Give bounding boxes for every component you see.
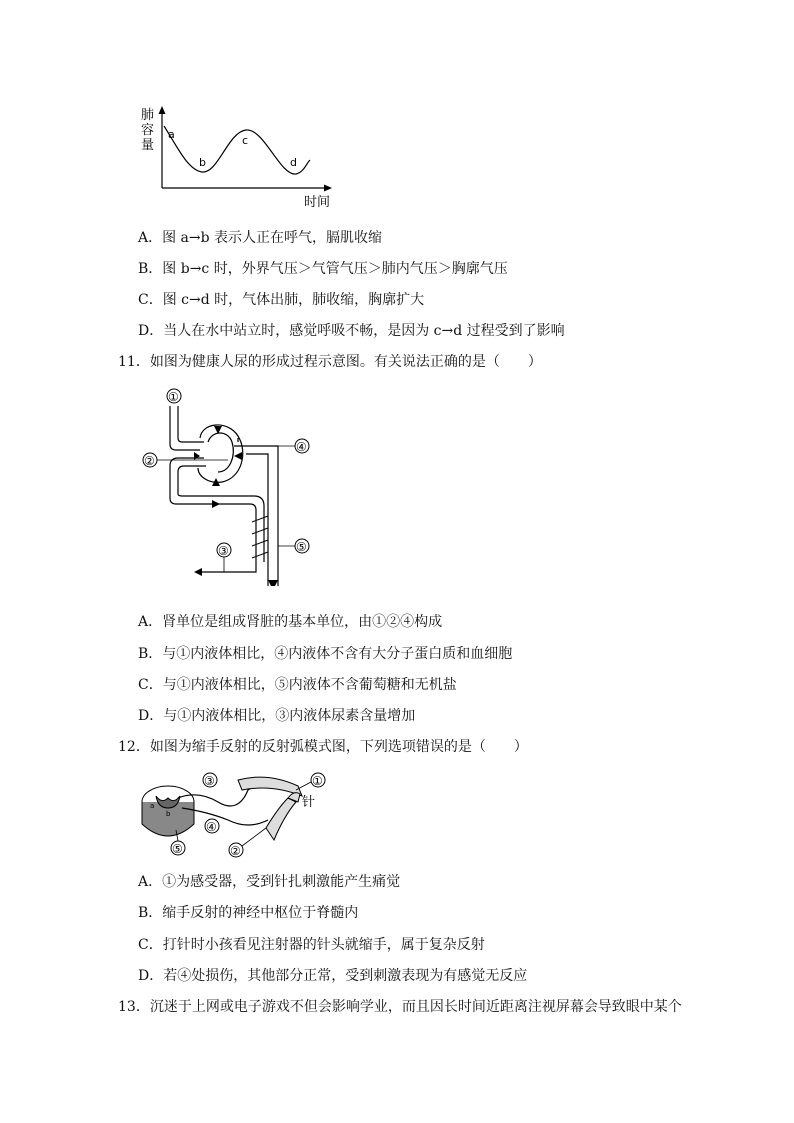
- label-5: ⑤: [172, 842, 183, 856]
- q11-option-b: B．与①内液体相比，④内液体不含有大分子蛋白质和血细胞: [138, 646, 513, 662]
- label-1: ①: [312, 774, 323, 788]
- q12-option-b: B．缩手反射的神经中枢位于脊髓内: [138, 905, 359, 921]
- label-2: ②: [144, 454, 155, 468]
- reabsorption-arrow: [252, 528, 268, 534]
- nephron-diagram: [138, 386, 328, 586]
- spinal-cord-mark-b: b: [166, 810, 171, 818]
- point-c-label: c: [242, 134, 249, 147]
- lung-volume-curve: [164, 126, 310, 174]
- q10-option-d: D．当人在水中站立时，感觉呼吸不畅，是因为 c→d 过程受到了影响: [138, 323, 565, 339]
- q13-stem: 13．沉迷于上网或电子游戏不但会影响学业，而且因长时间近距离注视屏幕会导致眼中某个: [118, 999, 682, 1015]
- label-4: ④: [206, 820, 217, 834]
- q11-stem: 11．如图为健康人尿的形成过程示意图。有关说法正确的是（ ）: [118, 354, 542, 370]
- label-2-leader: [242, 828, 266, 846]
- x-axis-arrow: [324, 185, 332, 192]
- filtration-arrow: [194, 452, 200, 460]
- q12-option-c: C．打针时小孩看见注射器的针头就缩手，属于复杂反射: [138, 937, 485, 953]
- x-axis-label: 时间: [304, 195, 331, 210]
- y-axis-arrow: [159, 106, 166, 114]
- lung-volume-figure: [136, 104, 336, 210]
- q10-option-a: A．图 a→b 表示人正在呼气，膈肌收缩: [138, 230, 383, 246]
- label-4: ④: [296, 440, 307, 454]
- urine-flow-arrow: [268, 580, 278, 586]
- renal-vein: [200, 562, 256, 572]
- efferent-vessel: [170, 458, 256, 562]
- tubule-flow-arrow: [212, 500, 220, 508]
- spinal-cord-mark-a: a: [150, 802, 155, 810]
- y-axis-label-char-2: 容: [141, 123, 155, 138]
- reabsorption-arrow: [252, 516, 268, 522]
- vein-flow-arrow: [194, 568, 202, 576]
- q11-option-c: C．与①内液体相比，⑤内液体不含葡萄糖和无机盐: [138, 677, 457, 693]
- lower-arm: [266, 798, 296, 840]
- label-5: ⑤: [296, 540, 307, 554]
- q10-option-c: C．图 c→d 时，气体出肺，肺收缩，胸廓扩大: [138, 292, 425, 308]
- q12-option-a: A．①为感受器，受到针扎刺激能产生痛觉: [138, 874, 401, 890]
- point-a-label: a: [168, 128, 175, 141]
- q12-option-d: D．若④处损伤，其他部分正常，受到刺激表现为有感觉无反应: [138, 968, 528, 984]
- point-b-label: b: [199, 156, 206, 169]
- reabsorption-arrow: [252, 552, 268, 558]
- reabsorption-arrow: [252, 540, 268, 546]
- q12-stem: 12．如图为缩手反射的反射弧模式图，下列选项错误的是（ ）: [118, 739, 528, 755]
- label-2: ②: [230, 844, 241, 858]
- efferent-nerve: [182, 808, 268, 825]
- y-axis-label-char-1: 肺: [141, 108, 155, 123]
- q10-option-b: B．图 b→c 时，外界气压＞气管气压＞肺内气压＞胸廓气压: [138, 261, 508, 277]
- label-3: ③: [218, 544, 229, 558]
- needle-label: 针: [302, 795, 316, 810]
- renal-capsule-inner: [208, 433, 233, 472]
- label-3: ③: [204, 774, 215, 788]
- y-axis-label-char-3: 量: [141, 138, 155, 153]
- afferent-vessel: [170, 406, 200, 450]
- q11-option-d: D．与①内液体相比，③内液体尿素含量增加: [138, 708, 416, 724]
- filtration-arrow: [234, 452, 242, 460]
- q11-option-a: A．肾单位是组成肾脏的基本单位，由①②④构成: [138, 614, 443, 630]
- point-d-label: d: [290, 156, 297, 169]
- reflex-arc-diagram: [138, 768, 338, 858]
- label-1: ①: [168, 390, 179, 404]
